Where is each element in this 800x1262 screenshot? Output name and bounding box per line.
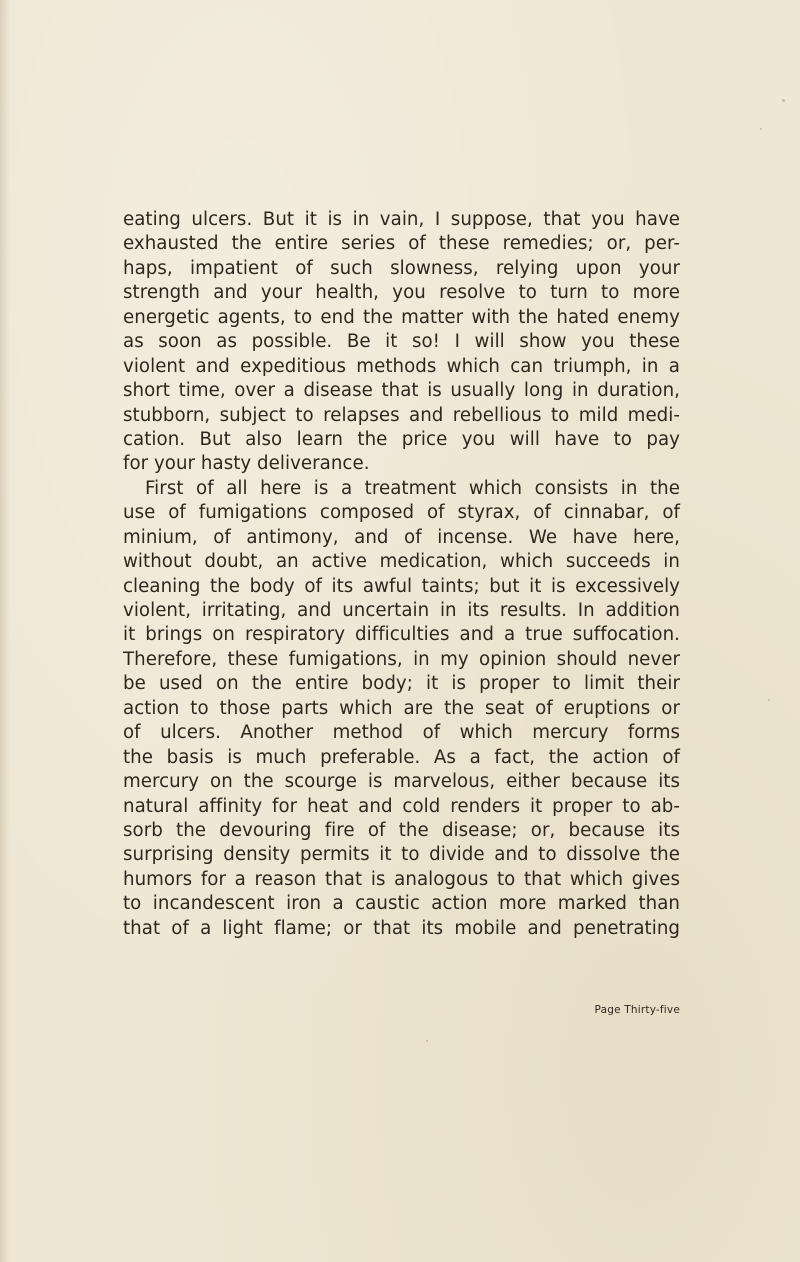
text-line: violent, irritating, and uncertain in its results. In addition: [123, 600, 680, 621]
page-gutter-shadow: [0, 0, 10, 1262]
text-line: strength and your health, you resolve to turn to more: [123, 282, 680, 304]
paper-speck: [782, 99, 785, 102]
text-line: action to those parts which are the seat of eruptions or: [123, 697, 680, 719]
body-text: [123, 208, 680, 941]
text-line: use of fumigations composed of styrax, of cinnabar, of: [123, 502, 680, 524]
text-line: cation. But also learn the price you will have to pay: [123, 428, 680, 450]
paragraph: [123, 208, 680, 477]
text-line: of ulcers. Another method of which mercury forms: [123, 722, 680, 744]
text-line: to incandescent iron a caustic action more marked than: [123, 893, 680, 915]
text-line: without doubt, an active medication, which succeeds in: [123, 551, 680, 573]
paper-speck: [426, 1040, 428, 1042]
text-line: that of a light flame; or that its mobile and penetrating: [123, 917, 680, 939]
text-line: humors for a reason that is analogous to that which gives: [123, 868, 680, 890]
text-line: sorb the devouring fire of the disease; or, because its: [123, 819, 680, 841]
text-line: First of all here is a treatment which consists in the: [145, 477, 680, 499]
paragraph: [123, 477, 680, 941]
text-line: it brings on respiratory difficulties and a true suffocation.: [123, 624, 680, 646]
text-line: minium, of antimony, and of incense. We have here,: [123, 526, 680, 548]
text-line: exhausted the entire series of these remedies; or, per-: [123, 233, 680, 255]
text-line: mercury on the scourge is marvelous, either because its: [123, 771, 680, 793]
paper-speck: [768, 699, 770, 701]
text-line: natural affinity for heat and cold renders it proper to ab-: [123, 795, 680, 817]
page-number: Page Thirty-five: [594, 1004, 680, 1016]
text-line: for your hasty deliverance.: [123, 453, 370, 475]
text-line: eating ulcers. But it is in vain, I suppose, that you have: [123, 209, 680, 230]
text-line: Therefore, these fumigations, in my opinion should never: [123, 648, 680, 670]
text-line: energetic agents, to end the matter with the hated enemy: [123, 306, 680, 328]
text-line: cleaning the body of its awful taints; but it is excessively: [123, 575, 680, 597]
text-line: as soon as possible. Be it so! I will show you these: [123, 331, 680, 353]
text-line: be used on the entire body; it is proper to limit their: [123, 673, 680, 695]
text-line: violent and expeditious methods which can triumph, in a: [123, 355, 680, 377]
text-line: the basis is much preferable. As a fact, the action of: [123, 746, 680, 768]
paper-speck: [760, 128, 762, 130]
text-line: stubborn, subject to relapses and rebellious to mild medi-: [123, 404, 680, 426]
text-line: surprising density permits it to divide and to dissolve the: [123, 844, 680, 866]
text-line: short time, over a disease that is usually long in duration,: [123, 380, 680, 402]
text-line: haps, impatient of such slowness, relying upon your: [123, 257, 680, 279]
